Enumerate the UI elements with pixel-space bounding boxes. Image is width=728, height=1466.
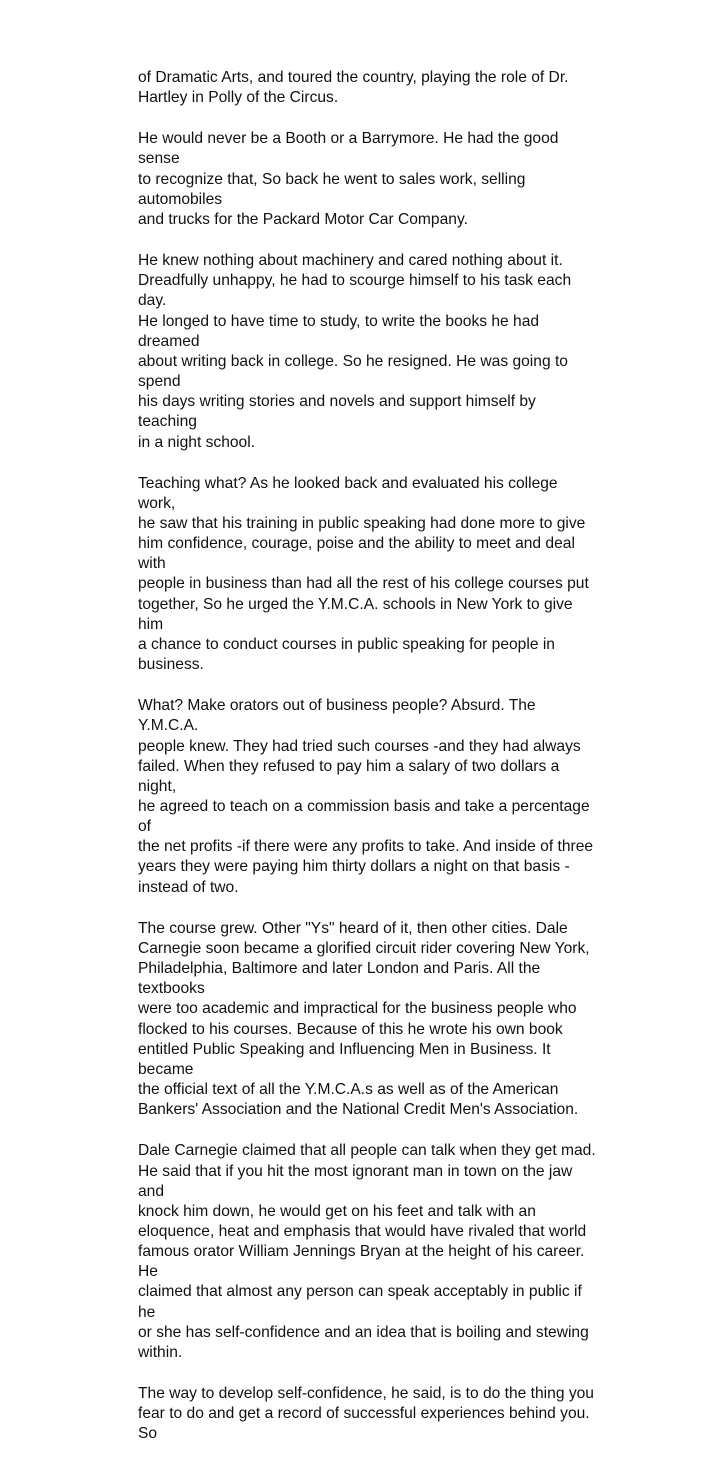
paragraph: He would never be a Booth or a Barrymore. He had the good sense to recognize that, So back he went to sales work, selling automobiles and trucks for the Packard Motor Car Company.	[138, 130, 559, 228]
paragraph: of Dramatic Arts, and toured the country, playing the role of Dr. Hartley in Polly of the Circus.	[138, 69, 569, 107]
body-text	[138, 68, 596, 1466]
paragraph: He knew nothing about machinery and cared nothing about it. Dreadfully unhappy, he had to scourge himself to his task each day. He longed to have time to study, to write the books he had dreamed about writing back in college. So he resigned. He was going to spend his days writing stories and novels and support himself by teaching in a night school.	[138, 252, 572, 451]
paragraph: The way to develop self-confidence, he said, is to do the thing you fear to do and get a record of successful experiences behind you. So	[138, 1385, 594, 1443]
paragraph: What? Make orators out of business people? Absurd. The Y.M.C.A. people knew. They had tried such courses -and they had always failed. When they refused to pay him a salary of two dollars a night, he agreed to teach on a commission basis and take a percentage of the net profits -if there were any profits to take. And inside of three years they were paying him thirty dollars a night on that basis - instead of two.	[138, 697, 594, 896]
paragraph: Dale Carnegie claimed that all people can talk when they get mad. He said that if you hit the most ignorant man in town on the jaw and knock him down, he would get on his feet and talk with an eloquence, heat and emphasis that would have rivaled that world famous orator William Jennings Bryan at the height of his career. He claimed that almost any person can speak acceptably in public if he or she has self-confidence and an idea that is boiling and stewing within.	[138, 1142, 596, 1361]
paragraph: The course grew. Other "Ys" heard of it, then other cities. Dale Carnegie soon became a glorified circuit rider covering New York, Philadelphia, Baltimore and later London and Paris. All the textbooks were too academic and impractical for the business people who flocked to his courses. Because of this he wrote his own book entitled Public Speaking and Influencing Men in Business. It became the official text of all the Y.M.C.A.s as well as of the American Bankers' Association and the National Credit Men's Association.	[138, 919, 590, 1119]
paragraph: Teaching what? As he looked back and evaluated his college work, he saw that his training in public speaking had done more to give him confidence, courage, poise and the ability to meet and deal with people in business than had all the rest of his college courses put together, So he urged the Y.M.C.A. schools in New York to give him a chance to conduct courses in public speaking for people in business.	[138, 474, 589, 674]
